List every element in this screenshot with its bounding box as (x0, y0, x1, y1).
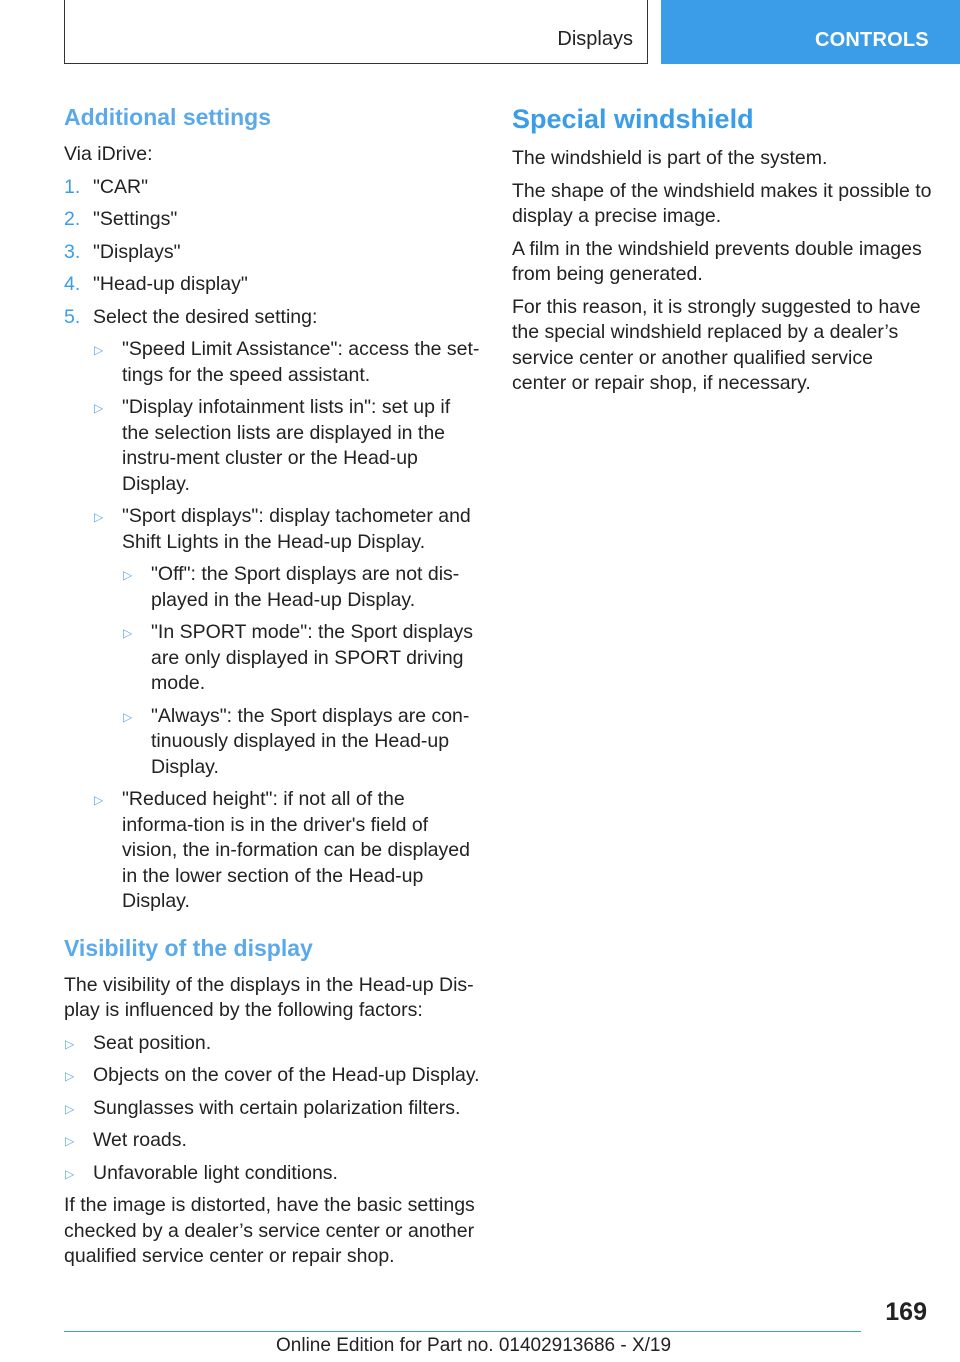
triangle-bullet-icon: ▷ (123, 568, 133, 582)
header-section-box (64, 0, 648, 64)
step-item (64, 305, 480, 331)
setting-option-text: "Sport displays": display tachometer and Shift Lights in the Head-up Display. (122, 505, 471, 553)
setting-option-text: "Display infotainment lists in": set up if the selection lists are displayed in the instru-ment cluster or the Head-up Display. (122, 396, 451, 495)
triangle-bullet-icon: ▷ (65, 1101, 75, 1116)
step-number: 5. (64, 305, 81, 328)
visibility-closing: If the image is distorted, have the basic settings checked by a dealer’s service center or another qualified service center or repair shop. (64, 1194, 475, 1267)
factor-text: Wet roads. (93, 1129, 187, 1151)
additional-settings-heading: Additional settings (64, 104, 271, 130)
windshield-paragraph: The windshield is part of the system. (512, 147, 828, 169)
factor-item (64, 1063, 480, 1089)
step-text: "Displays" (93, 240, 181, 263)
sport-option-text: "Off": the Sport displays are not dis-played in the Head-up Display. (151, 563, 460, 611)
header-chapter-tab (661, 0, 960, 64)
header-chapter-label: CONTROLS (815, 29, 929, 51)
step-text: "Head-up display" (93, 273, 248, 295)
triangle-bullet-icon: ▷ (65, 1166, 75, 1181)
sport-option (122, 562, 480, 613)
triangle-bullet-icon: ▷ (94, 343, 104, 357)
step-number: 4. (64, 273, 81, 295)
sport-option-text: "In SPORT mode": the Sport displays are only displayed in SPORT driving mode. (151, 621, 474, 694)
triangle-bullet-icon: ▷ (123, 626, 133, 640)
factor-text: Seat position. (93, 1031, 212, 1054)
special-windshield-heading: Special windshield (512, 104, 754, 134)
visibility-heading: Visibility of the display (64, 934, 313, 961)
step-text: Select the desired setting: (93, 305, 318, 328)
setting-option-text: "Speed Limit Assistance": access the set-tings for the speed assistant. (122, 338, 480, 386)
sport-option (122, 620, 480, 697)
factor-text: Unfavorable light conditions. (93, 1161, 338, 1184)
triangle-bullet-icon: ▷ (65, 1036, 75, 1051)
step-number: 3. (64, 240, 81, 263)
factor-item (64, 1161, 480, 1187)
step-item (64, 175, 480, 201)
via-idrive-text: Via iDrive: (64, 143, 153, 165)
step-item (64, 240, 480, 266)
triangle-bullet-icon: ▷ (65, 1069, 75, 1083)
factor-text: Sunglasses with certain polarization filters. (93, 1096, 461, 1119)
step-number: 1. (64, 175, 81, 198)
triangle-bullet-icon: ▷ (94, 510, 104, 524)
triangle-bullet-icon: ▷ (65, 1134, 75, 1148)
factor-item (64, 1031, 480, 1057)
setting-option (93, 395, 480, 497)
triangle-bullet-icon: ▷ (94, 401, 104, 415)
windshield-paragraph: A film in the windshield prevents double images from being generated. (512, 237, 922, 285)
windshield-paragraph: For this reason, it is strongly suggested to have the special windshield replaced by a dealer’s service center or another qualified service center or repair shop, if necessary. (512, 295, 921, 394)
factor-text: Objects on the cover of the Head-up Display. (93, 1064, 480, 1086)
footer-divider (64, 1331, 861, 1332)
right-column (512, 100, 932, 404)
setting-option (93, 504, 480, 555)
header-section-title: Displays (557, 28, 633, 50)
step-item (64, 272, 480, 298)
step-text: "CAR" (93, 175, 149, 198)
windshield-paragraph: The shape of the windshield makes it possible to display a precise image. (512, 179, 932, 227)
left-column (64, 100, 480, 1277)
page-number: 169 (885, 1298, 927, 1326)
step-text: "Settings" (93, 208, 178, 230)
step-item (64, 207, 480, 233)
step-number: 2. (64, 208, 81, 230)
footer-edition: Online Edition for Part no. 01402913686 - X/19 (276, 1335, 672, 1356)
factor-item (64, 1128, 480, 1154)
factor-item (64, 1096, 480, 1122)
triangle-bullet-icon: ▷ (123, 709, 133, 724)
triangle-bullet-icon: ▷ (94, 793, 104, 807)
setting-option-text: "Reduced height": if not all of the informa-tion is in the driver's field of vision, the in-formation can be displayed in the lower section of the Head-up Display. (122, 788, 470, 912)
sport-option-text: "Always": the Sport displays are con-tinuously displayed in the Head-up Display. (151, 704, 470, 778)
visibility-intro: The visibility of the displays in the Head-up Dis-play is influenced by the following factors: (64, 973, 474, 1021)
sport-option (122, 704, 480, 781)
setting-option (93, 337, 480, 388)
setting-option (93, 787, 480, 915)
